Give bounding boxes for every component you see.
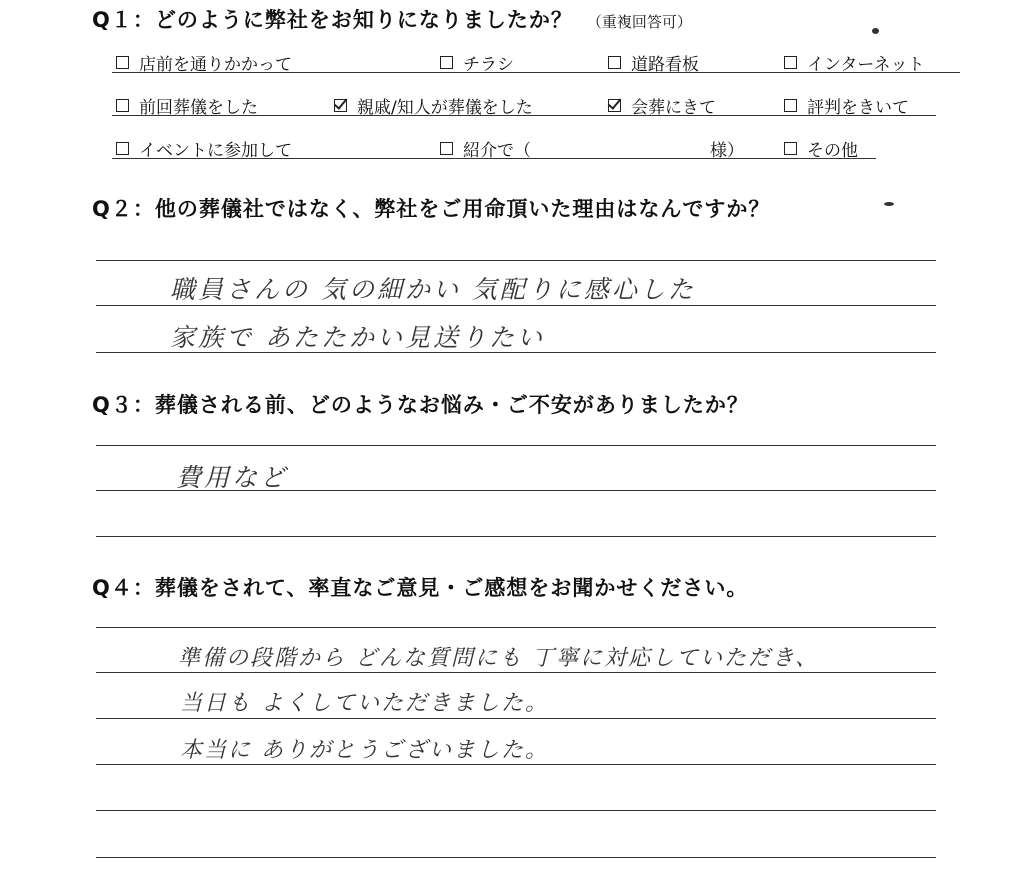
checkbox-icon[interactable] [440, 56, 453, 69]
q1-row3-underline [112, 158, 876, 159]
q2-answer-2: 家族で あたたかい見送りたい [170, 323, 545, 352]
q4-answer-line [96, 857, 936, 858]
option-label: 店前を通りかかって [139, 55, 292, 75]
ink-smudge [872, 28, 879, 34]
checkbox-icon[interactable] [784, 142, 797, 155]
q1-row2-underline [112, 115, 936, 116]
q2-answer-line [96, 260, 936, 261]
q2-answer-1: 職員さんの 気の細かい 気配りに感心した [170, 275, 696, 304]
q4-answer-1: 準備の段階から どんな質問にも 丁寧に対応していただき、 [178, 646, 820, 671]
q4-answer-line [96, 718, 936, 719]
q3-question-text: Q３：葬儀される前、どのようなお悩み・ご不安がありましたか？ [92, 393, 749, 417]
q4-answer-2: 当日も よくしていただきました。 [180, 691, 549, 716]
option-label: 会葬にきて [631, 98, 716, 118]
referral-suffix-text: 様） [710, 141, 744, 161]
q1-title [92, 4, 692, 34]
q1-question-text: Q１：どのように弊社をお知りになりましたか？ [92, 8, 573, 32]
q2-question-text: Q２：他の葬儀社ではなく、弊社をご用命頂いた理由はなんですか？ [92, 197, 771, 221]
q3-answer-1: 費用など [176, 463, 289, 492]
option-label: インターネット [807, 55, 925, 75]
q4-answer-line [96, 764, 936, 765]
q3-answer-line [96, 445, 936, 446]
checkbox-checked-icon[interactable] [608, 99, 621, 112]
checkbox-checked-icon[interactable] [334, 99, 347, 112]
option-label: 紹介で（ [463, 141, 531, 161]
checkbox-icon[interactable] [116, 56, 129, 69]
q2-answer-line [96, 352, 936, 353]
q4-answer-line [96, 672, 936, 673]
q2-answer-line [96, 305, 936, 306]
option-label: 道路看板 [631, 55, 699, 75]
option-label: チラシ [463, 55, 514, 75]
q4-answer-line [96, 627, 936, 628]
q4-question-text: Q４：葬儀をされて、率直なご意見・ご感想をお聞かせください。 [92, 576, 749, 600]
option-label: イベントに参加して [139, 141, 292, 161]
checkbox-icon[interactable] [116, 142, 129, 155]
checkbox-icon[interactable] [608, 56, 621, 69]
q3-title [92, 389, 749, 419]
option-label: 親戚/知人が葬儀をした [357, 98, 533, 118]
checkbox-icon[interactable] [116, 99, 129, 112]
q4-answer-3: 本当に ありがとうございました。 [180, 738, 549, 763]
option-label: 評判をきいて [807, 98, 909, 118]
q3-answer-line [96, 490, 936, 491]
checkbox-icon[interactable] [784, 99, 797, 112]
q3-answer-line [96, 536, 936, 537]
q4-title [92, 572, 748, 602]
option-label: その他 [807, 141, 858, 161]
checkbox-icon[interactable] [440, 142, 453, 155]
option-label: 前回葬儀をした [139, 98, 258, 118]
q1-note: （重複回答可） [586, 13, 692, 31]
q1-row1-underline [112, 72, 960, 73]
q4-answer-line [96, 810, 936, 811]
ink-smudge [884, 202, 894, 206]
q2-title [92, 193, 770, 223]
checkbox-icon[interactable] [784, 56, 797, 69]
